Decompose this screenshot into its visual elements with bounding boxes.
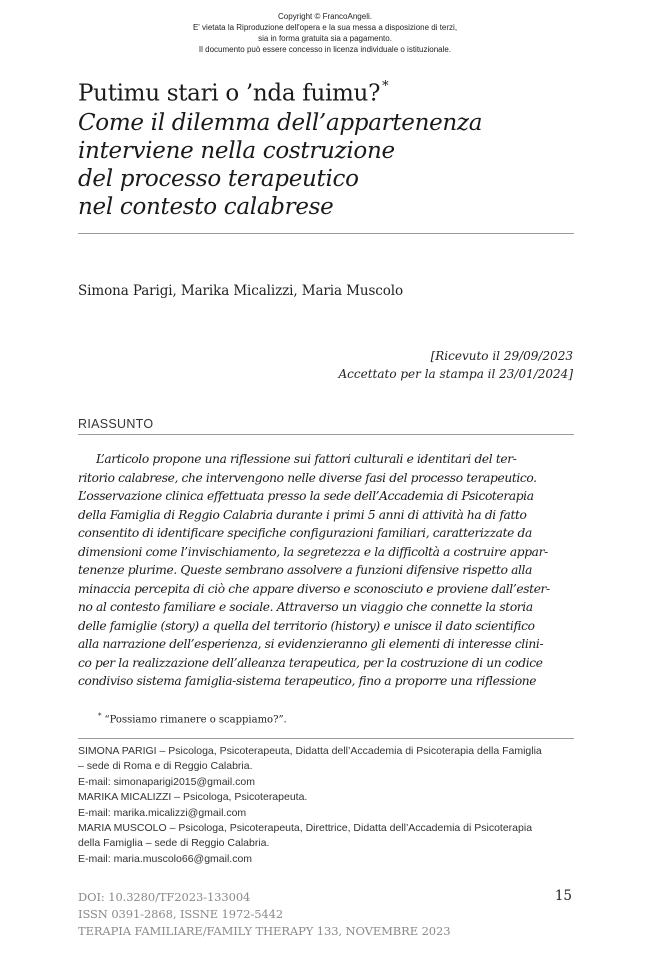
copyright-line: E' vietata la Riproduzione dell'opera e la sua messa a disposizione di terzi, (192, 23, 458, 32)
title-divider (78, 233, 574, 234)
author-email[interactable]: E-mail: marika.micalizzi@gmail.com (78, 806, 247, 819)
abstract-line: tenenze plurime. Queste sembrano assolvere a funzioni difensive rispetto alla (78, 563, 533, 577)
doi[interactable]: DOI: 10.3280/TF2023-133004 (78, 890, 251, 904)
author-email[interactable]: E-mail: maria.muscolo66@gmail.com (78, 852, 253, 865)
author-affiliations (78, 744, 578, 867)
copyright-line: Copyright © FrancoAngeli. (278, 12, 372, 21)
abstract-line: co per la realizzazione dell’alleanza terapeutica, per la costruzione di un codice (78, 655, 543, 670)
affiliation-line: MARIKA MICALIZZI – Psicologa, Psicoterapeuta. (78, 791, 308, 804)
received-dates (338, 347, 573, 383)
section-divider (78, 434, 574, 435)
abstract-line: dimensioni come l’invischiamento, la segretezza e la difficoltà a costruire appar- (78, 544, 548, 559)
footnote-marker: * (98, 712, 102, 720)
issn: ISSN 0391-2868, ISSNE 1972-5442 (78, 907, 284, 921)
abstract-line: condiviso sistema famiglia-sistema terapeutico, fino a proporre una riflessione (78, 674, 537, 688)
section-heading: RIASSUNTO (78, 417, 154, 431)
title-main (78, 74, 578, 109)
subtitle-line: nel contesto calabrese (78, 193, 334, 220)
title-subtitle (78, 109, 578, 221)
footnote-text: “Possiamo rimanere o scappiamo?”. (104, 714, 287, 726)
received-date: [Ricevuto il 29/09/2023 (430, 349, 573, 363)
journal-issue: TERAPIA FAMILIARE/FAMILY THERAPY 133, NOVEMBRE 2023 (78, 924, 451, 938)
abstract-line: ritorio calabrese, che intervengono nelle diverse fasi del processo terapeutico. (78, 470, 537, 485)
affiliation-line: della Famiglia – sede di Reggio Calabria. (78, 837, 270, 850)
accepted-date: Accettato per la stampa il 23/01/2024] (338, 367, 573, 381)
affiliation-line: SIMONA PARIGI – Psicologa, Psicoterapeuta, Didatta dell’Accademia di Psicoterapia della Famiglia (78, 745, 542, 757)
title-footnote (98, 712, 287, 725)
copyright-line: Il documento può essere concesso in licenza individuale o istituzionale. (198, 45, 452, 54)
affiliation-line: – sede di Roma e di Reggio Calabria. (78, 760, 253, 773)
author-email[interactable]: E-mail: simonaparigi2015@gmail.com (78, 775, 255, 788)
bibliographic-info (78, 889, 450, 940)
abstract-line: delle famiglie (story) a quella del territorio (history) e unisce il dato scientifico (78, 618, 535, 633)
copyright-notice (0, 11, 650, 55)
abstract-line: della Famiglia di Reggio Calabria durante i primi 5 anni di attività ha di fatto (78, 507, 527, 522)
abstract-line: L’articolo propone una riflessione sui fattori culturali e identitari del ter- (96, 452, 517, 466)
abstract-line: consentito di identificare specifiche configurazioni familiari, caratterizzate da (78, 526, 532, 540)
abstract-line: alla narrazione dell’esperienza, si evidenzieranno gli elementi di interesse clini- (78, 637, 544, 651)
copyright-line: sia in forma gratuita sia a pagamento. (258, 34, 392, 43)
subtitle-line: Come il dilemma dell’appartenenza (78, 109, 483, 136)
abstract-body (78, 450, 574, 691)
title-main-text: Putimu stari o ’nda fuimu? (78, 80, 381, 107)
abstract-line: minaccia percepita di ciò che appare diverso e sconosciuto e proviene dall’ester- (78, 581, 550, 596)
author-list: Simona Parigi, Marika Micalizzi, Maria Muscolo (78, 283, 404, 299)
abstract-line: no al contesto familiare e sociale. Attraverso un viaggio che connette la storia (78, 600, 533, 614)
affiliation-line: MARIA MUSCOLO – Psicologa, Psicoterapeuta, Direttrice, Didatta dell’Accademia di Psicoterapia (78, 822, 533, 835)
page-number: 15 (554, 888, 572, 904)
abstract-line: L’osservazione clinica effettuata presso la sede dell’Accademia di Psicoterapia (78, 489, 534, 503)
affiliations-divider (78, 738, 574, 739)
subtitle-line: interviene nella costruzione (78, 137, 395, 164)
subtitle-line: del processo terapeutico (78, 165, 359, 192)
title-footnote-marker[interactable]: * (382, 79, 389, 94)
article-title (78, 74, 578, 221)
